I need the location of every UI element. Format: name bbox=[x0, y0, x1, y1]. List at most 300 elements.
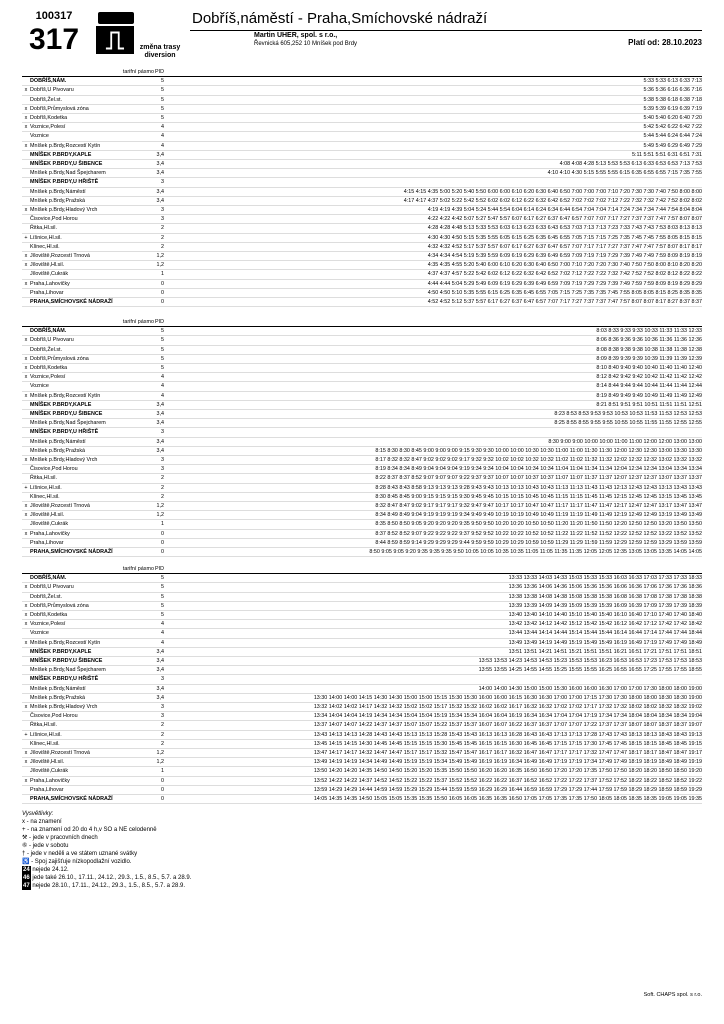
request-stop-mark: x bbox=[22, 776, 30, 785]
tariff-zone: 2 bbox=[154, 224, 164, 233]
request-stop-mark bbox=[22, 446, 30, 455]
departure-times: 13:44 13:44 14:14 14:44 15:14 15:44 15:44 16:14 16:44 17:14 17:44 17:44 18:44 bbox=[164, 629, 702, 638]
station-name: Dobříš,U Pivovaru bbox=[30, 336, 154, 345]
departure-times: 13:38 13:38 14:08 14:38 15:08 15:38 15:38 16:08 16:38 17:08 17:38 17:38 18:38 bbox=[164, 592, 702, 601]
station-name: Voznice,Polesí bbox=[30, 123, 154, 132]
station-name: Jíloviště,Hl.sil. bbox=[30, 261, 154, 270]
station-name: Voznice bbox=[30, 382, 154, 391]
request-stop-mark bbox=[22, 675, 30, 684]
request-stop-mark: x bbox=[22, 529, 30, 538]
table-row bbox=[22, 354, 702, 363]
table-row bbox=[22, 391, 702, 400]
table-row bbox=[22, 712, 702, 721]
table-row bbox=[22, 196, 702, 205]
table-row bbox=[22, 288, 702, 297]
tariff-zone: 1,2 bbox=[154, 511, 164, 520]
tariff-zone: 4 bbox=[154, 638, 164, 647]
departure-times: 8:34 8:49 8:49 9:04 9:19 9:19 9:19 9:34 9:49 9:49 10:19 10:19 10:49 10:49 11:19 11:19 11:49 11:49 12:19 12:49 12:49 13:19 13:49 13:49 bbox=[164, 511, 702, 520]
station-name: Jíloviště,Cukrák bbox=[30, 767, 154, 776]
request-stop-mark bbox=[22, 410, 30, 419]
departure-times: 4:08 4:08 4:28 5:13 5:53 5:53 6:13 6:33 6:53 6:53 7:13 7:53 bbox=[164, 160, 702, 169]
tariff-label: tarifní pásmo bbox=[30, 565, 154, 574]
departure-times: 4:35 4:35 4:55 5:20 5:40 6:00 6:10 6:20 6:30 6:40 6:50 7:00 7:10 7:20 7:20 7:30 7:40 7:50 7:50 8:00 8:10 8:20 8:20 bbox=[164, 261, 702, 270]
departure-times: 13:37 14:07 14:07 14:22 14:37 14:37 15:07 15:07 15:22 15:37 15:37 16:07 16:07 16:22 16:37 16:37 17:07 17:07 17:22 17:37 17:37 18:07 18:07 18:37 18:37 19:07 bbox=[164, 721, 702, 730]
departure-times: 4:52 4:52 5:12 5:37 5:57 6:17 6:27 6:37 6:47 6:57 7:07 7:17 7:27 7:37 7:37 7:47 7:57 8:07 8:07 8:17 8:27 8:37 8:37 bbox=[164, 298, 702, 307]
tariff-zone: 3 bbox=[154, 428, 164, 437]
station-name: DOBŘÍŠ,NÁM. bbox=[30, 327, 154, 336]
timetable-block-3 bbox=[22, 565, 702, 804]
request-stop-mark: x bbox=[22, 456, 30, 465]
tariff-zone: 1,2 bbox=[154, 758, 164, 767]
request-stop-mark bbox=[22, 345, 30, 354]
station-name: MNÍŠEK P.BRDY,U ŠIBENCE bbox=[30, 657, 154, 666]
request-stop-mark bbox=[22, 196, 30, 205]
legend-item: ⚒ - jede v pracovních dnech bbox=[22, 835, 98, 841]
departure-times: 13:40 13:40 14:10 14:40 15:10 15:40 15:40 16:10 16:40 17:10 17:40 17:40 18:40 bbox=[164, 611, 702, 620]
request-stop-mark bbox=[22, 712, 30, 721]
station-name: Klínec,Hl.sil. bbox=[30, 492, 154, 501]
table-row bbox=[22, 77, 702, 86]
legend bbox=[22, 810, 191, 890]
request-stop-mark bbox=[22, 169, 30, 178]
request-stop-mark bbox=[22, 77, 30, 86]
table-row bbox=[22, 437, 702, 446]
request-stop-mark bbox=[22, 465, 30, 474]
request-stop-mark bbox=[22, 474, 30, 483]
station-name: Dobříš,Žel.st. bbox=[30, 345, 154, 354]
line-number: 317 bbox=[28, 23, 80, 56]
station-name: MNÍŠEK P.BRDY,U HŘIŠTĚ bbox=[30, 428, 154, 437]
route-title: Dobříš,náměstí - Praha,Smíchovské nádraží bbox=[192, 10, 488, 27]
tariff-zone: 1 bbox=[154, 270, 164, 279]
tariff-zone: 3 bbox=[154, 178, 164, 187]
station-name: MNÍŠEK P.BRDY,U ŠIBENCE bbox=[30, 410, 154, 419]
request-stop-mark: x bbox=[22, 611, 30, 620]
table-row bbox=[22, 456, 702, 465]
table-row bbox=[22, 548, 702, 557]
departure-times bbox=[164, 178, 702, 187]
tariff-zone: 5 bbox=[154, 114, 164, 123]
pid-label: PID bbox=[155, 69, 164, 75]
station-name: Mníšek p.Brdy,Hladový Vrch bbox=[30, 456, 154, 465]
table-row bbox=[22, 95, 702, 104]
table-row bbox=[22, 104, 702, 113]
tariff-zone: 5 bbox=[154, 583, 164, 592]
station-name: PRAHA,SMÍCHOVSKÉ NÁDRAŽÍ bbox=[30, 298, 154, 307]
table-row bbox=[22, 187, 702, 196]
table-row bbox=[22, 150, 702, 159]
legend-item: ♿ - Spoj zajišťuje nízkopodlažní vozidlo. bbox=[22, 859, 132, 865]
table-row bbox=[22, 502, 702, 511]
tariff-zone: 3,4 bbox=[154, 684, 164, 693]
station-name: Dobříš,Žel.st. bbox=[30, 592, 154, 601]
table-row bbox=[22, 410, 702, 419]
tariff-zone: 0 bbox=[154, 776, 164, 785]
request-stop-mark bbox=[22, 160, 30, 169]
station-name: Řitka,Hl.sil. bbox=[30, 474, 154, 483]
request-stop-mark bbox=[22, 242, 30, 251]
table-row bbox=[22, 279, 702, 288]
tariff-zone: 4 bbox=[154, 629, 164, 638]
tariff-zone: 4 bbox=[154, 373, 164, 382]
departure-times: 5:42 5:42 6:22 6:42 7:22 bbox=[164, 123, 702, 132]
tariff-zone: 5 bbox=[154, 601, 164, 610]
request-stop-mark bbox=[22, 270, 30, 279]
badge-47: 47 bbox=[23, 883, 30, 889]
diversion-logo-icon: ⎍ bbox=[96, 26, 134, 54]
station-name: Praha,Lahovičky bbox=[30, 279, 154, 288]
departure-times: 4:19 4:19 4:39 5:04 5:24 5:44 5:54 6:04 6:14 6:24 6:34 6:44 6:54 7:04 7:04 7:14 7:24 7:34 7:34 7:44 7:54 8:04 8:04 bbox=[164, 206, 702, 215]
departure-times: 8:21 8:51 9:51 9:51 10:51 11:51 11:51 12:51 bbox=[164, 400, 702, 409]
departure-times: 4:30 4:30 4:50 5:15 5:35 5:55 6:05 6:15 6:25 6:35 6:45 6:55 7:05 7:15 7:15 7:25 7:35 7:45 7:45 7:55 8:05 8:15 8:15 bbox=[164, 233, 702, 242]
pid-label: PID bbox=[155, 319, 164, 325]
request-stop-mark: x bbox=[22, 601, 30, 610]
request-stop-mark bbox=[22, 647, 30, 656]
request-stop-mark: x bbox=[22, 141, 30, 150]
request-stop-mark bbox=[22, 150, 30, 159]
departure-times: 4:22 4:22 4:42 5:07 5:27 5:47 5:57 6:07 6:17 6:27 6:37 6:47 6:57 7:07 7:07 7:17 7:27 7:37 7:37 7:47 7:57 8:07 8:07 bbox=[164, 215, 702, 224]
tariff-zone: 1,2 bbox=[154, 502, 164, 511]
departure-times: 13:32 14:02 14:02 14:17 14:32 14:32 15:02 15:02 15:17 15:32 15:32 16:02 16:02 16:17 16:32 16:32 17:02 17:02 17:17 17:32 17:32 18:02 18:02 18:32 18:32 19:02 bbox=[164, 703, 702, 712]
request-stop-mark bbox=[22, 437, 30, 446]
station-name: Klínec,Hl.sil. bbox=[30, 739, 154, 748]
tariff-zone: 3,4 bbox=[154, 666, 164, 675]
table-row bbox=[22, 529, 702, 538]
table-row bbox=[22, 465, 702, 474]
request-stop-mark bbox=[22, 767, 30, 776]
station-name: Líšnice,Hl.sil. bbox=[30, 233, 154, 242]
table-row bbox=[22, 132, 702, 141]
request-stop-mark bbox=[22, 492, 30, 501]
station-name: Řitka,Hl.sil. bbox=[30, 721, 154, 730]
departure-times: 13:42 13:42 14:12 14:42 15:12 15:42 15:42 16:12 16:42 17:12 17:42 17:42 18:42 bbox=[164, 620, 702, 629]
table-row bbox=[22, 767, 702, 776]
departure-times: 13:33 13:33 14:03 14:33 15:03 15:33 15:33 16:03 16:33 17:03 17:33 17:33 18:33 bbox=[164, 574, 702, 583]
request-stop-mark: x bbox=[22, 354, 30, 363]
station-name: Klínec,Hl.sil. bbox=[30, 242, 154, 251]
badge-24: 24 bbox=[23, 867, 30, 873]
tariff-zone: 5 bbox=[154, 327, 164, 336]
departure-times: 13:53 13:53 14:23 14:53 14:53 15:23 15:53 15:53 16:23 16:53 16:53 17:23 17:53 17:53 18:53 bbox=[164, 657, 702, 666]
tariff-zone: 1 bbox=[154, 520, 164, 529]
tariff-zone: 5 bbox=[154, 104, 164, 113]
table-row bbox=[22, 382, 702, 391]
table-row bbox=[22, 446, 702, 455]
tariff-zone: 1 bbox=[154, 767, 164, 776]
departure-times: 8:37 8:52 8:52 9:07 9:22 9:22 9:22 9:37 9:52 9:52 10:22 10:22 10:52 10:52 11:22 11:22 11:52 11:52 12:22 12:52 12:52 13:22 13:52 13:52 bbox=[164, 529, 702, 538]
station-name: Praha,Lihovar bbox=[30, 538, 154, 547]
tariff-zone: 0 bbox=[154, 785, 164, 794]
request-stop-mark bbox=[22, 187, 30, 196]
table-row bbox=[22, 730, 702, 739]
table-row bbox=[22, 400, 702, 409]
departure-times: 8:22 8:37 8:37 8:52 9:07 9:07 9:07 9:22 9:37 9:37 10:07 10:07 10:37 10:37 11:07 11:07 11:37 11:37 12:07 12:37 12:37 13:07 13:37 13:37 bbox=[164, 474, 702, 483]
tariff-zone: 3 bbox=[154, 675, 164, 684]
station-name: Čisovice,Pod Horou bbox=[30, 215, 154, 224]
tariff-zone: 3,4 bbox=[154, 446, 164, 455]
station-name: Řitka,Hl.sil. bbox=[30, 224, 154, 233]
request-stop-mark: x bbox=[22, 703, 30, 712]
timetable-block-2 bbox=[22, 318, 702, 557]
tariff-zone: 5 bbox=[154, 86, 164, 95]
request-stop-mark: x bbox=[22, 336, 30, 345]
legend-item: ⑥ - jede v sobotu bbox=[22, 843, 69, 849]
table-row bbox=[22, 684, 702, 693]
request-stop-mark bbox=[22, 288, 30, 297]
station-name: Dobříš,U Pivovaru bbox=[30, 86, 154, 95]
tariff-zone: 3 bbox=[154, 465, 164, 474]
tariff-zone: 4 bbox=[154, 132, 164, 141]
table-row bbox=[22, 638, 702, 647]
request-stop-mark: x bbox=[22, 104, 30, 113]
request-stop-mark bbox=[22, 215, 30, 224]
departure-times: 5:38 5:38 6:18 6:38 7:18 bbox=[164, 95, 702, 104]
departure-times: 8:08 8:38 9:38 9:38 10:38 11:38 11:38 12:38 bbox=[164, 345, 702, 354]
station-name: Praha,Lahovičky bbox=[30, 776, 154, 785]
departure-times: 14:00 14:00 14:30 15:00 15:00 15:30 16:00 16:00 16:30 17:00 17:00 17:30 18:00 18:00 19:00 bbox=[164, 684, 702, 693]
table-row bbox=[22, 538, 702, 547]
request-stop-mark bbox=[22, 548, 30, 557]
table-row bbox=[22, 215, 702, 224]
table-header-row bbox=[22, 68, 702, 77]
table-row bbox=[22, 373, 702, 382]
timetable-table bbox=[22, 68, 702, 307]
departure-times: 8:30 9:00 9:00 10:00 10:00 11:00 11:00 12:00 12:00 13:00 13:00 bbox=[164, 437, 702, 446]
tariff-zone: 0 bbox=[154, 795, 164, 804]
station-name: Dobříš,Kodetka bbox=[30, 114, 154, 123]
bus-icon bbox=[98, 12, 134, 24]
departure-times: 8:17 8:32 8:32 8:47 9:02 9:02 9:02 9:17 9:32 9:32 10:02 10:02 10:32 10:32 11:02 11:02 11:32 11:32 12:02 12:32 12:32 13:02 13:32 13:32 bbox=[164, 456, 702, 465]
table-row bbox=[22, 86, 702, 95]
tariff-zone: 3,4 bbox=[154, 693, 164, 702]
station-name: Líšnice,Hl.sil. bbox=[30, 730, 154, 739]
table-header-row bbox=[22, 318, 702, 327]
station-name: Jíloviště,Rozcestí Trnová bbox=[30, 749, 154, 758]
departure-times: 13:50 14:20 14:20 14:35 14:50 14:50 15:20 15:20 15:35 15:50 15:50 16:20 16:20 16:35 16:50 16:50 17:20 17:20 17:35 17:50 17:50 18:20 18:20 18:50 18:50 19:20 bbox=[164, 767, 702, 776]
diversion-label: změna trasy diversion bbox=[139, 44, 181, 59]
timetable-table bbox=[22, 318, 702, 557]
departure-times: 4:37 4:37 4:57 5:22 5:42 6:02 6:12 6:22 6:32 6:42 6:52 7:02 7:12 7:22 7:22 7:32 7:42 7:52 7:52 8:02 8:12 8:22 8:22 bbox=[164, 270, 702, 279]
departure-times: 5:39 5:39 6:19 6:39 7:19 bbox=[164, 104, 702, 113]
table-row bbox=[22, 666, 702, 675]
tariff-zone: 2 bbox=[154, 721, 164, 730]
departure-times: 4:50 4:50 5:10 5:35 5:55 6:15 6:25 6:35 6:45 6:55 7:05 7:15 7:25 7:35 7:35 7:45 7:55 8:05 8:05 8:15 8:25 8:35 8:35 bbox=[164, 288, 702, 297]
table-row bbox=[22, 520, 702, 529]
request-stop-mark bbox=[22, 178, 30, 187]
tariff-zone: 4 bbox=[154, 391, 164, 400]
tariff-zone: 2 bbox=[154, 242, 164, 251]
station-name: Čisovice,Pod Horou bbox=[30, 465, 154, 474]
tariff-zone: 1,2 bbox=[154, 749, 164, 758]
departure-times: 8:35 8:50 8:50 9:05 9:20 9:20 9:20 9:35 9:50 9:50 10:20 10:20 10:50 10:50 11:20 11:20 11:50 11:50 12:20 12:50 12:50 13:20 13:50 13:50 bbox=[164, 520, 702, 529]
station-name: Voznice bbox=[30, 629, 154, 638]
tariff-zone: 4 bbox=[154, 123, 164, 132]
station-name: Praha,Lahovičky bbox=[30, 529, 154, 538]
departure-times: 5:49 5:49 6:29 6:49 7:29 bbox=[164, 141, 702, 150]
table-row bbox=[22, 629, 702, 638]
departure-times: 13:49 14:19 14:19 14:34 14:49 14:49 15:19 15:19 15:34 15:49 15:49 16:19 16:19 16:34 16:49 16:49 17:19 17:19 17:34 17:49 17:49 18:19 18:19 18:49 18:49 19:19 bbox=[164, 758, 702, 767]
request-stop-mark bbox=[22, 657, 30, 666]
departure-times: 13:55 13:55 14:25 14:55 14:55 15:25 15:55 15:55 16:25 16:55 16:55 17:25 17:55 17:55 18:55 bbox=[164, 666, 702, 675]
request-stop-mark bbox=[22, 428, 30, 437]
tariff-zone: 3,4 bbox=[154, 647, 164, 656]
tariff-zone: 3 bbox=[154, 456, 164, 465]
station-name: Jíloviště,Hl.sil. bbox=[30, 511, 154, 520]
departure-times: 13:52 14:22 14:22 14:37 14:52 14:52 15:22 15:22 15:37 15:52 15:52 16:22 16:22 16:37 16:52 16:52 17:22 17:22 17:37 17:52 17:52 18:22 18:22 18:52 18:52 19:22 bbox=[164, 776, 702, 785]
tariff-zone: 5 bbox=[154, 345, 164, 354]
table-row bbox=[22, 492, 702, 501]
table-row bbox=[22, 327, 702, 336]
request-stop-mark bbox=[22, 520, 30, 529]
departure-times: 13:36 13:36 14:06 14:36 15:06 15:36 15:36 16:06 16:36 17:06 17:36 17:36 18:36 bbox=[164, 583, 702, 592]
table-row bbox=[22, 419, 702, 428]
station-name: Praha,Lihovar bbox=[30, 288, 154, 297]
station-name: Dobříš,Kodetka bbox=[30, 611, 154, 620]
departure-times: 4:44 4:44 5:04 5:29 5:49 6:09 6:19 6:29 6:39 6:49 6:59 7:09 7:19 7:29 7:29 7:39 7:49 7:59 7:59 8:09 8:19 8:29 8:29 bbox=[164, 279, 702, 288]
station-name: MNÍŠEK P.BRDY,KAPLE bbox=[30, 647, 154, 656]
departure-times: 8:25 8:55 8:55 9:55 9:55 10:55 10:55 11:55 11:55 12:55 12:55 bbox=[164, 419, 702, 428]
tariff-zone: 2 bbox=[154, 739, 164, 748]
departure-times: 5:33 5:33 6:13 6:33 7:13 bbox=[164, 77, 702, 86]
table-header-row bbox=[22, 565, 702, 574]
table-row bbox=[22, 657, 702, 666]
request-stop-mark: x bbox=[22, 749, 30, 758]
table-row bbox=[22, 703, 702, 712]
tariff-zone: 5 bbox=[154, 354, 164, 363]
departure-times: 4:10 4:10 4:30 5:15 5:55 5:55 6:15 6:35 6:55 6:55 7:15 7:35 7:55 bbox=[164, 169, 702, 178]
request-stop-mark bbox=[22, 574, 30, 583]
station-name: Mníšek p.Brdy,Náměstí bbox=[30, 437, 154, 446]
tariff-zone: 3,4 bbox=[154, 169, 164, 178]
departure-times: 8:30 8:45 8:45 9:00 9:15 9:15 9:15 9:30 9:45 9:45 10:15 10:15 10:45 10:45 11:15 11:15 11:45 11:45 12:15 12:45 12:45 13:15 13:45 13:45 bbox=[164, 492, 702, 501]
tariff-zone: 3,4 bbox=[154, 150, 164, 159]
request-stop-mark bbox=[22, 785, 30, 794]
tariff-zone: 5 bbox=[154, 336, 164, 345]
departure-times: 8:12 8:42 9:42 9:42 10:42 11:42 11:42 12:42 bbox=[164, 373, 702, 382]
table-row bbox=[22, 574, 702, 583]
station-name: Čisovice,Pod Horou bbox=[30, 712, 154, 721]
tariff-zone: 0 bbox=[154, 538, 164, 547]
badge-46: 46 bbox=[23, 875, 30, 881]
request-stop-mark bbox=[22, 538, 30, 547]
valid-from: Platí od: 28.10.2023 bbox=[628, 38, 702, 47]
legend-item: 47 nejede 28.10., 17.11., 24.12., 29.3., 1.5., 8.5., 5.7. a 28.9. bbox=[23, 883, 186, 889]
station-name: MNÍŠEK P.BRDY,U ŠIBENCE bbox=[30, 160, 154, 169]
departure-times: 8:14 8:44 9:44 9:44 10:44 11:44 11:44 12:44 bbox=[164, 382, 702, 391]
request-stop-mark bbox=[22, 721, 30, 730]
departure-times bbox=[164, 675, 702, 684]
tariff-zone: 1,2 bbox=[154, 261, 164, 270]
table-row bbox=[22, 364, 702, 373]
station-name: MNÍŠEK P.BRDY,U HŘIŠTĚ bbox=[30, 178, 154, 187]
station-name: Voznice,Polesí bbox=[30, 620, 154, 629]
request-stop-mark bbox=[22, 132, 30, 141]
tariff-zone: 3 bbox=[154, 215, 164, 224]
tariff-zone: 3,4 bbox=[154, 419, 164, 428]
table-row bbox=[22, 785, 702, 794]
tariff-zone: 4 bbox=[154, 141, 164, 150]
request-stop-mark: x bbox=[22, 583, 30, 592]
request-stop-mark bbox=[22, 795, 30, 804]
legend-item: x - na znamení bbox=[22, 819, 62, 825]
station-name: Mníšek p.Brdy,Rozcestí Kytín bbox=[30, 141, 154, 150]
request-stop-mark bbox=[22, 327, 30, 336]
table-row bbox=[22, 583, 702, 592]
table-row bbox=[22, 758, 702, 767]
table-row bbox=[22, 206, 702, 215]
tariff-zone: 3,4 bbox=[154, 437, 164, 446]
station-name: Dobříš,Průmyslová zóna bbox=[30, 104, 154, 113]
table-row bbox=[22, 242, 702, 251]
legend-title: Vysvětlivky: bbox=[22, 811, 54, 817]
departure-times: 5:11 5:51 5:51 6:31 6:51 7:31 bbox=[164, 150, 702, 159]
tariff-zone: 0 bbox=[154, 298, 164, 307]
table-row bbox=[22, 776, 702, 785]
request-stop-mark: x bbox=[22, 373, 30, 382]
station-name: Mníšek p.Brdy,Nad Špejcharem bbox=[30, 666, 154, 675]
table-row bbox=[22, 721, 702, 730]
legend-item: 24 nejede 24.12. bbox=[23, 867, 69, 873]
station-name: Mníšek p.Brdy,Náměstí bbox=[30, 187, 154, 196]
request-stop-mark bbox=[22, 693, 30, 702]
station-name: PRAHA,SMÍCHOVSKÉ NÁDRAŽÍ bbox=[30, 795, 154, 804]
request-stop-mark: x bbox=[22, 279, 30, 288]
tariff-zone: 3 bbox=[154, 712, 164, 721]
tariff-zone: 5 bbox=[154, 364, 164, 373]
request-stop-mark bbox=[22, 298, 30, 307]
table-row bbox=[22, 123, 702, 132]
request-stop-mark: + bbox=[22, 233, 30, 242]
departure-times: 5:36 5:36 6:16 6:36 7:16 bbox=[164, 86, 702, 95]
tariff-zone: 0 bbox=[154, 288, 164, 297]
departure-times: 8:19 8:34 8:34 8:49 9:04 9:04 9:04 9:19 9:34 9:34 10:04 10:04 10:34 10:34 11:04 11:04 11:34 11:34 12:04 12:34 12:34 13:04 13:34 13:34 bbox=[164, 465, 702, 474]
station-name: MNÍŠEK P.BRDY,KAPLE bbox=[30, 400, 154, 409]
tariff-zone: 3,4 bbox=[154, 657, 164, 666]
tariff-zone: 4 bbox=[154, 382, 164, 391]
station-name: Mníšek p.Brdy,Pražská bbox=[30, 196, 154, 205]
request-stop-mark bbox=[22, 684, 30, 693]
footer-software: Soft. CHAPS spol. s r.o. bbox=[643, 992, 702, 998]
station-name: Jíloviště,Hl.sil. bbox=[30, 758, 154, 767]
request-stop-mark: x bbox=[22, 252, 30, 261]
request-stop-mark: x bbox=[22, 502, 30, 511]
tariff-zone: 5 bbox=[154, 77, 164, 86]
request-stop-mark bbox=[22, 666, 30, 675]
departure-times: 4:34 4:34 4:54 5:19 5:39 5:59 6:09 6:19 6:29 6:39 6:49 6:59 7:09 7:19 7:19 7:29 7:39 7:49 7:49 7:59 8:09 8:19 8:19 bbox=[164, 252, 702, 261]
departure-times: 4:28 4:28 4:48 5:13 5:33 5:53 6:03 6:13 6:23 6:33 6:43 6:53 7:03 7:13 7:13 7:23 7:33 7:43 7:43 7:53 8:03 8:13 8:13 bbox=[164, 224, 702, 233]
table-row bbox=[22, 233, 702, 242]
request-stop-mark bbox=[22, 739, 30, 748]
tariff-zone: 3,4 bbox=[154, 160, 164, 169]
departure-times: 13:59 14:29 14:29 14:44 14:59 14:59 15:29 15:29 15:44 15:59 15:59 16:29 16:29 16:44 16:59 16:59 17:29 17:29 17:44 17:59 17:59 18:29 18:29 18:59 18:59 19:29 bbox=[164, 785, 702, 794]
table-row bbox=[22, 252, 702, 261]
request-stop-mark: x bbox=[22, 206, 30, 215]
station-name: Voznice,Polesí bbox=[30, 373, 154, 382]
station-name: PRAHA,SMÍCHOVSKÉ NÁDRAŽÍ bbox=[30, 548, 154, 557]
request-stop-mark bbox=[22, 224, 30, 233]
departure-times: 8:28 8:43 8:43 8:58 9:13 9:13 9:13 9:28 9:43 9:43 10:13 10:13 10:43 10:43 11:13 11:13 11:43 11:43 12:13 12:43 12:43 13:13 13:43 13:43 bbox=[164, 483, 702, 492]
tariff-zone: 2 bbox=[154, 730, 164, 739]
station-name: Mníšek p.Brdy,Rozcestí Kytín bbox=[30, 391, 154, 400]
table-row bbox=[22, 620, 702, 629]
departure-times: 5:44 5:44 6:24 6:44 7:24 bbox=[164, 132, 702, 141]
pid-label: PID bbox=[155, 566, 164, 572]
station-name: Mníšek p.Brdy,Hladový Vrch bbox=[30, 206, 154, 215]
tariff-zone: 4 bbox=[154, 620, 164, 629]
request-stop-mark: + bbox=[22, 730, 30, 739]
station-name: DOBŘÍŠ,NÁM. bbox=[30, 574, 154, 583]
tariff-zone: 2 bbox=[154, 492, 164, 501]
